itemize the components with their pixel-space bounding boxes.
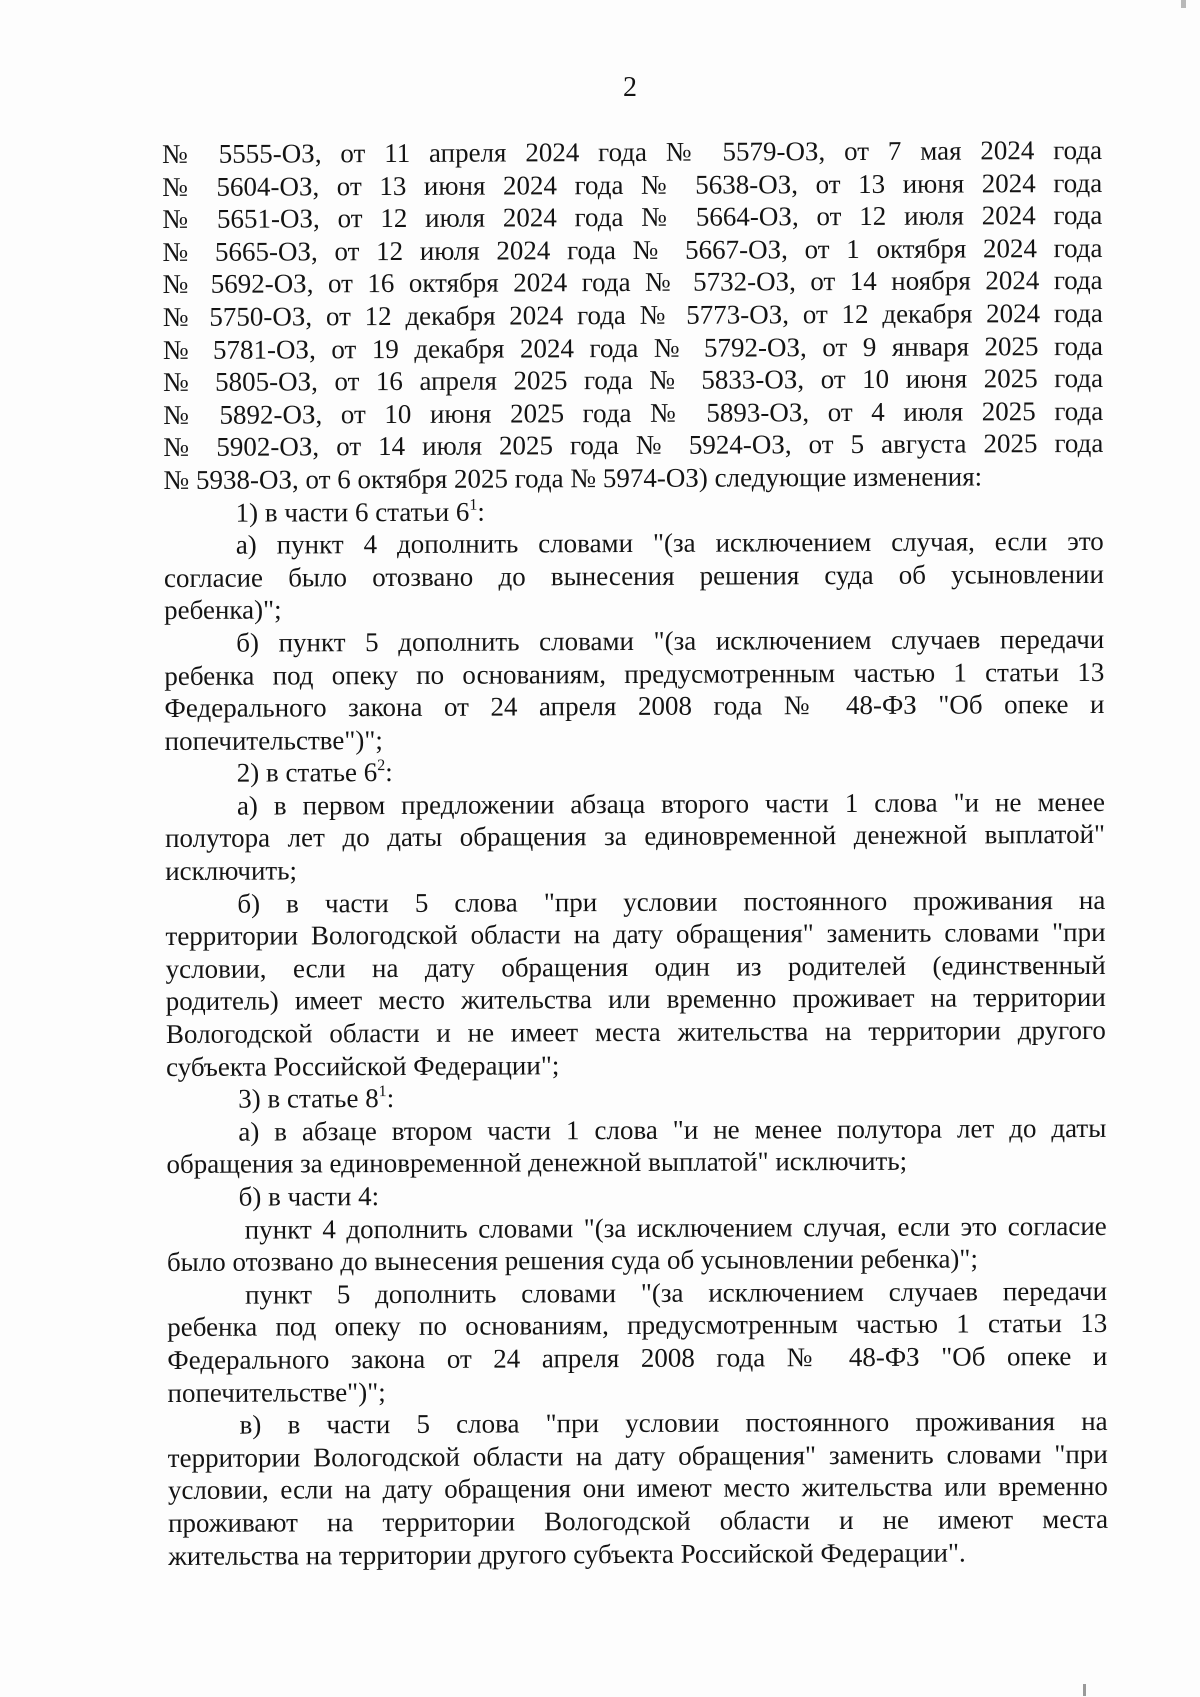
text-line: пункт 5 дополнить словами "(за исключением случаев передачи — [244, 1275, 1108, 1310]
law-list-paragraph — [162, 134, 1104, 497]
superscript: 2 — [377, 757, 386, 775]
superscript: 1 — [469, 496, 478, 514]
item-2b-paragraph — [165, 884, 1106, 1084]
text-line: попечительстве")"; — [164, 724, 383, 756]
document-body — [162, 134, 1108, 1572]
heading-text: 3) в статье 8 — [238, 1083, 379, 1114]
text-line: проживают на территории Вологодской области и не имеют места — [167, 1503, 1109, 1538]
text-line: № 5555-ОЗ, от 11 апреля 2024 года № 5579-ОЗ, от 7 мая 2024 года — [162, 134, 1103, 169]
text-line: Федерального закона от 24 апреля 2008 года № 48-ФЗ "Об опеке и — [164, 688, 1105, 724]
text-line: полутора лет до даты обращения за единовременной денежной выплатой" — [164, 819, 1106, 854]
item-3b-point-4-paragraph — [167, 1209, 1107, 1278]
text-line: № 5665-ОЗ, от 12 июля 2024 года № 5667-ОЗ, от 1 октября 2024 года — [162, 232, 1103, 267]
text-line: субъекта Российской Федерации"; — [165, 1049, 560, 1082]
text-line: № 5651-ОЗ, от 12 июля 2024 года № 5664-ОЗ, от 12 июля 2024 года — [162, 200, 1103, 235]
item-3b-point-5-paragraph — [167, 1275, 1108, 1409]
text-line: ребенка под опеку по основаниям, предусмотренным частью 1 статьи 13 — [167, 1308, 1108, 1343]
text-line: № 5892-ОЗ, от 10 июня 2025 года № 5893-ОЗ, от 4 июля 2025 года — [163, 395, 1104, 430]
text-line: № 5692-ОЗ, от 16 октября 2024 года № 5732-ОЗ, от 14 ноября 2024 года — [162, 265, 1103, 300]
text-line: № 5902-ОЗ, от 14 июля 2025 года № 5924-ОЗ, от 5 августа 2025 года — [163, 428, 1104, 463]
page-number: 2 — [623, 72, 637, 103]
heading-text: 2) в статье 6 — [236, 757, 378, 788]
text-line: ребенка под опеку по основаниям, предусмотренным частью 1 статьи 13 — [164, 656, 1105, 691]
text-line: № 5938-ОЗ, от 6 октября 2025 года № 5974-ОЗ) следующие изменения: — [163, 461, 983, 495]
text-line: а) пункт 4 дополнить словами "(за исключением случая, если это — [235, 526, 1104, 560]
text-line: обращения за единовременной денежной выплатой" исключить; — [166, 1146, 908, 1180]
text-line: пункт 4 дополнить словами "(за исключением случая, если это согласие — [244, 1210, 1107, 1245]
item-1a-paragraph — [164, 525, 1104, 627]
text-line: исключить; — [165, 855, 298, 887]
item-2-heading — [165, 753, 1105, 790]
heading-colon: : — [386, 1083, 395, 1114]
text-line: № 5750-ОЗ, от 12 декабря 2024 года № 5773-ОЗ, от 12 декабря 2024 года — [162, 297, 1103, 332]
text-line: № 5805-ОЗ, от 16 апреля 2025 года № 5833-ОЗ, от 10 июня 2025 года — [162, 363, 1104, 398]
scan-edge-mark-top — [1181, 0, 1186, 8]
heading-colon: : — [477, 496, 485, 527]
text-line: Вологодской области и не имеет места жительства на территории другого — [165, 1014, 1106, 1050]
text-line: а) в абзаце втором части 1 слова "и не менее полутора лет до даты — [238, 1112, 1107, 1147]
item-3a-paragraph — [166, 1112, 1106, 1181]
item-3-heading — [166, 1079, 1106, 1116]
text-line: Федерального закона от 24 апреля 2008 года № 48-ФЗ "Об опеке и — [167, 1340, 1108, 1375]
text-line: условии, если на дату обращения один из родителей (единственный — [165, 949, 1106, 984]
text-line: жительства на территории другого субъекта Российской Федерации". — [168, 1537, 966, 1571]
item-3v-paragraph — [168, 1405, 1109, 1572]
heading-text: 1) в части 6 статьи 6 — [235, 496, 470, 528]
heading-colon: : — [385, 757, 393, 788]
item-2a-paragraph — [165, 786, 1105, 888]
text-line: было отозвано до вынесения решения суда об усыновлении ребенка)"; — [166, 1243, 978, 1278]
text-line: родитель) имеет место жительства или временно проживает на территории — [165, 982, 1106, 1017]
text-line: ребенка)"; — [163, 594, 282, 626]
text-line: согласие было отозвано до вынесения решения суда об усыновлении — [163, 558, 1104, 593]
text-line: а) в первом предложении абзаца второго части 1 слова "и не менее — [236, 786, 1105, 821]
text-line: условии, если на дату обращения они имеют место жительства или временно — [167, 1471, 1108, 1506]
item-3b-heading: б) в части 4: — [238, 1181, 380, 1212]
item-1-heading — [164, 492, 1104, 529]
text-line: № 5604-ОЗ, от 13 июня 2024 года № 5638-ОЗ, от 13 июня 2024 года — [162, 167, 1103, 202]
text-line: попечительстве")"; — [167, 1376, 386, 1408]
scan-edge-mark-bottom — [1083, 1684, 1086, 1696]
text-line: территории Вологодской области на дату обращения" заменить словами "при — [167, 1438, 1108, 1473]
text-line: б) пункт 5 дополнить словами "(за исключением случаев передачи — [236, 623, 1105, 658]
text-line: территории Вологодской области на дату обращения" заменить словами "при — [165, 917, 1106, 952]
text-line: № 5781-ОЗ, от 19 декабря 2024 года № 5792-ОЗ, от 9 января 2025 года — [162, 330, 1103, 365]
text-line: б) в части 5 слова "при условии постоянного проживания на — [237, 884, 1106, 919]
item-1b-paragraph — [164, 623, 1105, 757]
superscript: 1 — [378, 1083, 387, 1101]
text-line: в) в части 5 слова "при условии постоянного проживания на — [239, 1406, 1108, 1440]
